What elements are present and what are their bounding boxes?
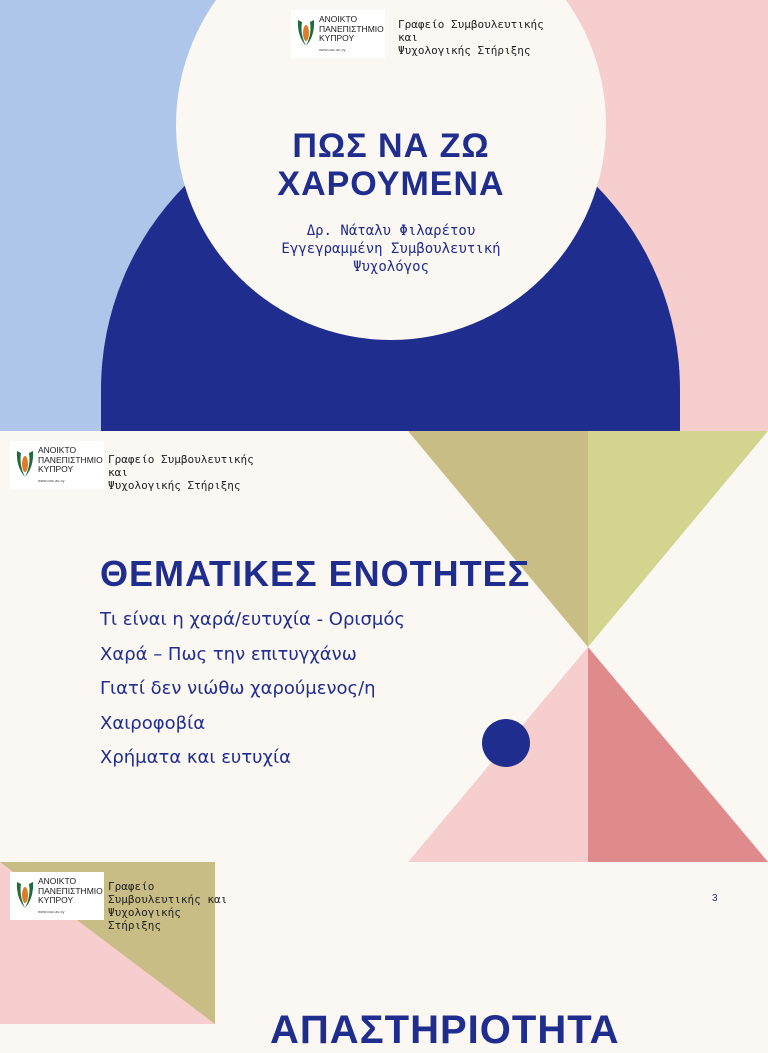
logo-emblem-icon [295,14,317,54]
presenter-info: Δρ. Νάταλυ Φιλαρέτου Εγγεγραμμένη Συμβουλευτική Ψυχολόγος [281,223,501,275]
topics-list [100,607,405,780]
page-number: 3 [712,893,718,904]
presentation-title: ΠΩΣ ΝΑ ΖΩ ΧΑΡΟΥΜΕΝΑ [277,127,505,203]
logo-url: www.ouc.ac.cy [319,47,346,52]
slide-topics [0,431,768,862]
khaki-triangle [408,431,588,647]
logo-wordmark: ΑΝΟΙΚΤΟ ΠΑΝΕΠΙΣΤΗΜΙΟ ΚΥΠΡΟΥ [38,876,103,905]
logo-emblem-icon [14,876,36,916]
logo-wordmark: ΑΝΟΙΚΤΟ ΠΑΝΕΠΙΣΤΗΜΙΟ ΚΥΠΡΟΥ [319,14,384,43]
slide-section [0,862,768,1052]
topic-item: Γιατί δεν νιώθω χαρούμενος/η [100,678,376,699]
logo-url: www.ouc.ac.cy [38,909,65,914]
topic-item: Χαρά – Πως την επιτυγχάνω [100,643,357,665]
logo-url: www.ouc.ac.cy [38,478,65,483]
university-logo [291,10,385,58]
topics-heading: ΘΕΜΑΤΙΚΕΣ ΕΝΟΤΗΤΕΣ [100,553,531,594]
logo-wordmark: ΑΝΟΙΚΤΟ ΠΑΝΕΠΙΣΤΗΜΙΟ ΚΥΠΡΟΥ [38,445,103,474]
lime-triangle [588,431,768,647]
office-name: Γραφείο Συμβουλευτικής και Ψυχολογικής Στήριξης [108,453,254,492]
coral-triangle [588,647,768,862]
slide-title [0,0,768,431]
university-logo [10,872,104,920]
section-heading: ΑΠΑΣΤΗΡΙΟΤΗΤΑ [270,1008,620,1052]
university-logo [10,441,104,489]
office-name: Γραφείο Συμβουλευτικής και Ψυχολογικής Στήριξης [108,880,228,932]
topic-item: Χαιροφοβία [100,712,206,734]
navy-dot [482,719,530,767]
office-name: Γραφείο Συμβουλευτικής και Ψυχολογικής Στήριξης [398,18,544,57]
topic-item: Χρήματα και ευτυχία [100,747,291,768]
logo-emblem-icon [14,445,36,485]
topic-item: Τι είναι η χαρά/ευτυχία - Ορισμός [100,609,405,630]
